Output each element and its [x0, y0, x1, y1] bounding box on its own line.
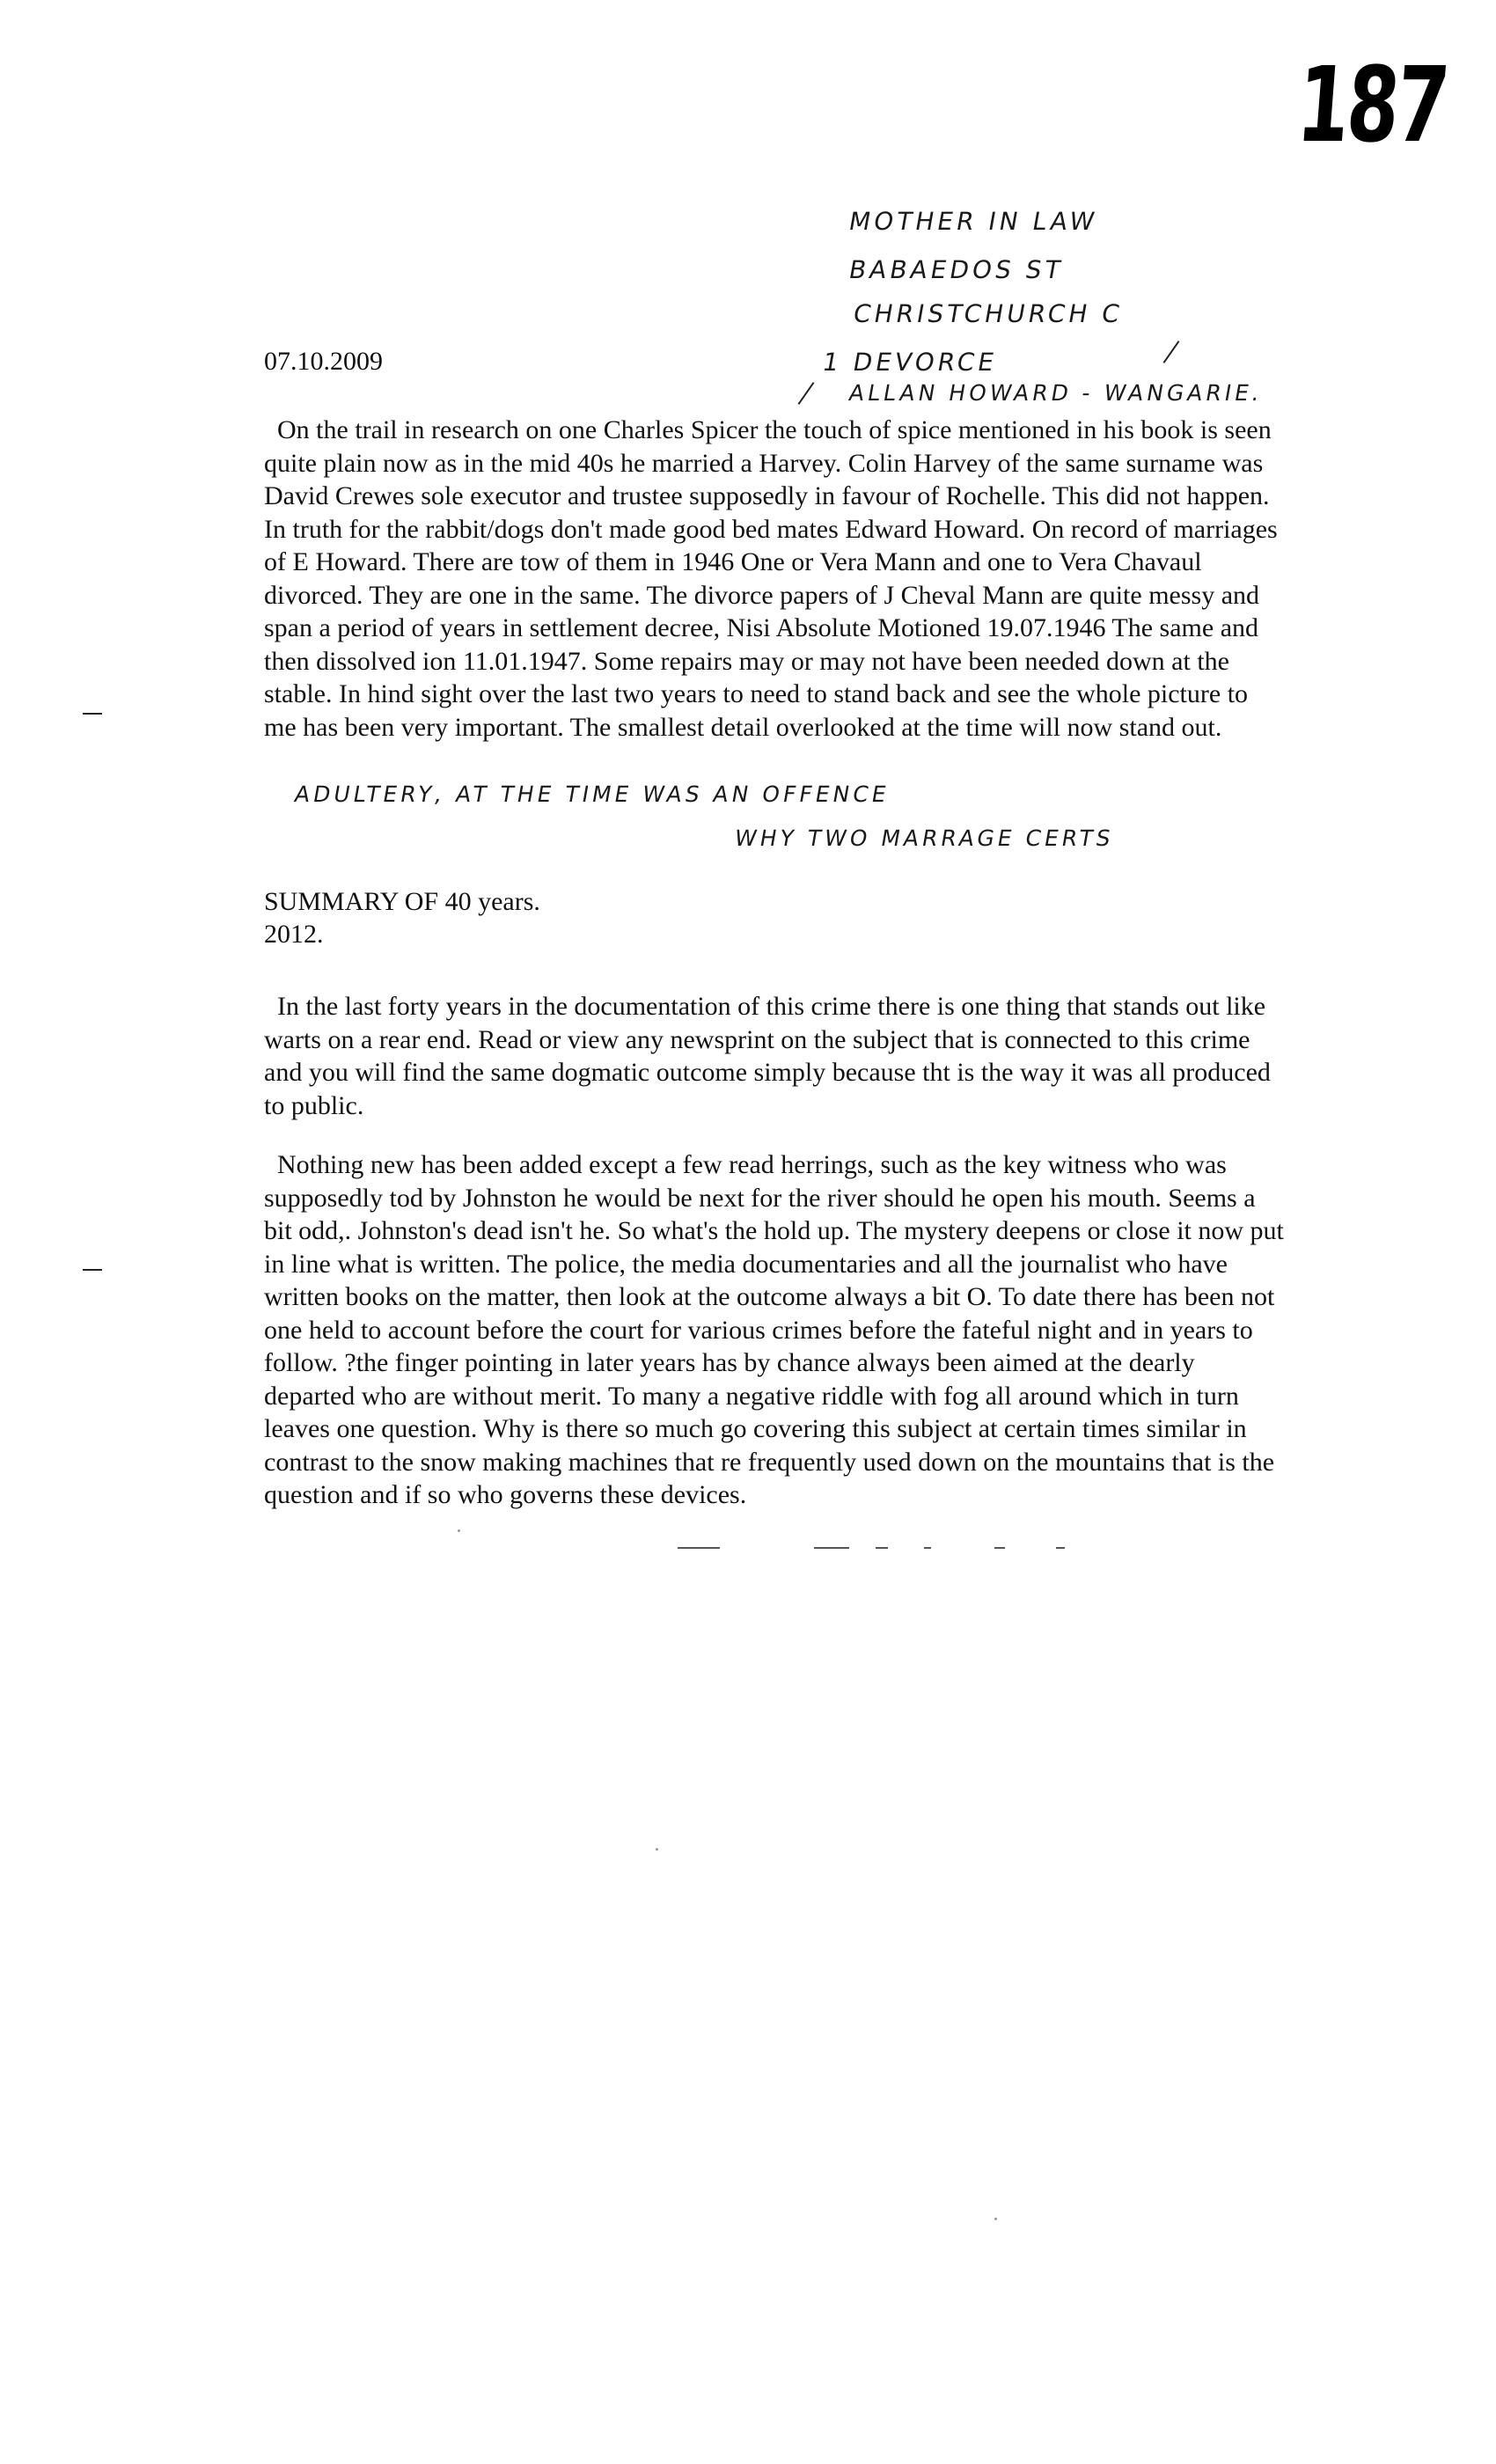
summary-paragraph-1 [264, 990, 1285, 1122]
margin-dash-icon [83, 1269, 102, 1271]
handwritten-note-certificates: WHY TWO MARRAGE CERTS [732, 825, 1117, 851]
summary-paragraph-2-text: Nothing new has been added except a few read herrings, such as the key witness who was supposedly tod by Johnston he would be next for the river should he open his mouth. Seems a bit odd,. Johnston's dead isn't he. So what's the hold up. The mystery deepens or close it now put in line what is written. The police, the media documentaries and all the journalist who have written books on the matter, then look at the outcome always a bit O. To date there has been not one held to account before the court for various crimes before the fateful night and in years to follow. ?the finger pointing in later years has by chance always been aimed at the dearly departed who are without merit. To many a negative riddle with fog all around which in turn leaves one question. Why is there so much go covering this subject at certain times similar in contrast to the snow making machines that re frequently used down on the mountains that is the question and if so who governs these devices. [264, 1150, 1284, 1509]
scan-speck [656, 1848, 658, 1851]
summary-paragraph-1-text: In the last forty years in the documentation of this crime there is one thing that stands out like warts on a rear end. Read or view any newsprint on the subject that is connected to this crime and you will find the same dogmatic outcome simply because tht is the way it was all produced to public. [264, 992, 1271, 1120]
margin-dash-icon [83, 713, 102, 715]
bottom-rule [994, 1547, 1005, 1549]
entry-paragraph [264, 414, 1285, 744]
check-mark-icon [1163, 341, 1180, 363]
summary-heading: SUMMARY OF 40 years. [264, 887, 540, 916]
bottom-rule [876, 1547, 888, 1549]
scan-speck [458, 1529, 460, 1532]
handwritten-note-street: BABAEDOS ST [847, 255, 1067, 284]
handwritten-note-name: ALLAN HOWARD - WANGARIE. [847, 380, 1265, 406]
bottom-rule [924, 1547, 931, 1549]
scan-speck [994, 2218, 997, 2220]
handwritten-note-city: CHRISTCHURCH C [851, 299, 1126, 328]
entry-date: 07.10.2009 [264, 347, 383, 376]
handwritten-note-mother-in-law: MOTHER IN LAW [847, 207, 1100, 236]
check-mark-icon [798, 382, 815, 405]
page-number: 187 [1293, 44, 1451, 165]
summary-year: 2012. [264, 920, 324, 949]
bottom-rule [1056, 1547, 1065, 1549]
handwritten-note-divorce: 1 DEVORCE [820, 348, 1000, 377]
handwritten-note-adultery: ADULTERY, AT THE TIME WAS AN OFFENCE [292, 781, 892, 807]
bottom-rule [678, 1547, 720, 1549]
summary-paragraph-2 [264, 1148, 1285, 1512]
entry-paragraph-text: On the trail in research on one Charles Spicer the touch of spice mentioned in his book is seen quite plain now as in the mid 40s he married a Harvey. Colin Harvey of the same surname was David Crewes sole executor and trustee supposedly in favour of Rochelle. This did not happen. In truth for the rabbit/dogs don't made good bed mates Edward Howard. On record of marriages of E Howard. There are tow of them in 1946 One or Vera Mann and one to Vera Chavaul divorced. They are one in the same. The divorce papers of J Cheval Mann are quite messy and span a period of years in settlement decree, Nisi Absolute Motioned 19.07.1946 The same and then dissolved ion 11.01.1947. Some repairs may or may not have been needed down at the stable. In hind sight over the last two years to need to stand back and see the whole picture to me has been very important. The smallest detail overlooked at the time will now stand out. [264, 415, 1278, 742]
bottom-rule [814, 1547, 849, 1549]
